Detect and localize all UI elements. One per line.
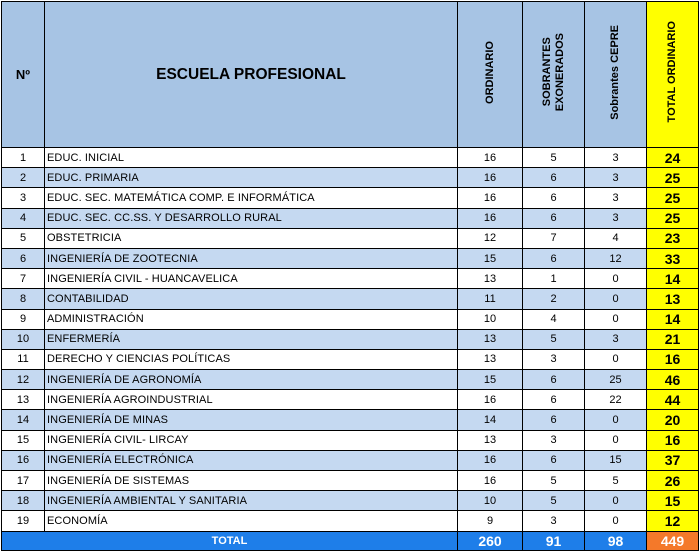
row-school: CONTABILIDAD bbox=[45, 289, 458, 309]
header-total-ordinario bbox=[647, 2, 699, 148]
header-sobrantes-cepre bbox=[585, 2, 647, 148]
row-cepre: 0 bbox=[585, 269, 647, 289]
table-row bbox=[2, 188, 699, 208]
row-number: 13 bbox=[2, 390, 45, 410]
row-cepre: 12 bbox=[585, 248, 647, 268]
row-ordinario: 13 bbox=[458, 269, 523, 289]
row-exonerados: 6 bbox=[523, 410, 585, 430]
row-ordinario: 15 bbox=[458, 248, 523, 268]
table-row bbox=[2, 309, 699, 329]
row-total: 12 bbox=[647, 511, 699, 531]
table-row bbox=[2, 168, 699, 188]
row-total: 13 bbox=[647, 289, 699, 309]
row-total: 15 bbox=[647, 491, 699, 511]
header-total-ordinario-label: TOTAL ORDINARIO bbox=[666, 21, 678, 123]
row-exonerados: 6 bbox=[523, 208, 585, 228]
row-exonerados: 6 bbox=[523, 370, 585, 390]
table-row bbox=[2, 370, 699, 390]
row-total: 20 bbox=[647, 410, 699, 430]
row-cepre: 0 bbox=[585, 430, 647, 450]
row-number: 16 bbox=[2, 450, 45, 470]
table-row bbox=[2, 430, 699, 450]
row-ordinario: 12 bbox=[458, 228, 523, 248]
row-ordinario: 16 bbox=[458, 471, 523, 491]
row-total: 44 bbox=[647, 390, 699, 410]
header-number: Nº bbox=[2, 2, 45, 148]
row-cepre: 3 bbox=[585, 188, 647, 208]
row-ordinario: 11 bbox=[458, 289, 523, 309]
row-school: ECONOMÍA bbox=[45, 511, 458, 531]
table-row bbox=[2, 289, 699, 309]
row-cepre: 0 bbox=[585, 309, 647, 329]
table-row bbox=[2, 248, 699, 268]
row-total: 25 bbox=[647, 208, 699, 228]
row-total: 25 bbox=[647, 188, 699, 208]
row-school: OBSTETRICIA bbox=[45, 228, 458, 248]
row-ordinario: 16 bbox=[458, 168, 523, 188]
table-row bbox=[2, 228, 699, 248]
row-number: 5 bbox=[2, 228, 45, 248]
row-total: 16 bbox=[647, 430, 699, 450]
row-cepre: 3 bbox=[585, 168, 647, 188]
totals-label: TOTAL bbox=[2, 531, 458, 550]
header-ordinario bbox=[458, 2, 523, 148]
row-school: DERECHO Y CIENCIAS POLÍTICAS bbox=[45, 349, 458, 369]
row-number: 9 bbox=[2, 309, 45, 329]
row-exonerados: 7 bbox=[523, 228, 585, 248]
row-number: 14 bbox=[2, 410, 45, 430]
totals-exonerados: 91 bbox=[523, 531, 585, 550]
row-number: 10 bbox=[2, 329, 45, 349]
row-cepre: 0 bbox=[585, 289, 647, 309]
row-exonerados: 2 bbox=[523, 289, 585, 309]
row-exonerados: 1 bbox=[523, 269, 585, 289]
header-school: ESCUELA PROFESIONAL bbox=[45, 2, 458, 148]
row-exonerados: 3 bbox=[523, 349, 585, 369]
row-ordinario: 10 bbox=[458, 309, 523, 329]
row-school: EDUC. PRIMARIA bbox=[45, 168, 458, 188]
table-row bbox=[2, 329, 699, 349]
row-exonerados: 5 bbox=[523, 491, 585, 511]
row-cepre: 5 bbox=[585, 471, 647, 491]
table-row bbox=[2, 390, 699, 410]
table-row bbox=[2, 491, 699, 511]
vacancies-table bbox=[1, 1, 699, 551]
row-total: 16 bbox=[647, 349, 699, 369]
row-school: INGENIERÍA CIVIL- LIRCAY bbox=[45, 430, 458, 450]
row-exonerados: 3 bbox=[523, 430, 585, 450]
row-school: INGENIERÍA CIVIL - HUANCAVELICA bbox=[45, 269, 458, 289]
row-exonerados: 6 bbox=[523, 188, 585, 208]
row-ordinario: 10 bbox=[458, 491, 523, 511]
row-school: EDUC. SEC. MATEMÁTICA COMP. E INFORMÁTICA bbox=[45, 188, 458, 208]
row-ordinario: 13 bbox=[458, 329, 523, 349]
row-exonerados: 6 bbox=[523, 450, 585, 470]
row-school: INGENIERÍA ELECTRÓNICA bbox=[45, 450, 458, 470]
row-number: 19 bbox=[2, 511, 45, 531]
row-school: EDUC. SEC. CC.SS. Y DESARROLLO RURAL bbox=[45, 208, 458, 228]
row-school: INGENIERÍA AGROINDUSTRIAL bbox=[45, 390, 458, 410]
row-cepre: 15 bbox=[585, 450, 647, 470]
row-number: 15 bbox=[2, 430, 45, 450]
row-school: ENFERMERÍA bbox=[45, 329, 458, 349]
row-school: INGENIERÍA DE AGRONOMÍA bbox=[45, 370, 458, 390]
table-row bbox=[2, 148, 699, 168]
row-school: INGENIERÍA DE MINAS bbox=[45, 410, 458, 430]
row-cepre: 22 bbox=[585, 390, 647, 410]
row-school: INGENIERÍA AMBIENTAL Y SANITARIA bbox=[45, 491, 458, 511]
row-number: 4 bbox=[2, 208, 45, 228]
row-ordinario: 16 bbox=[458, 390, 523, 410]
row-number: 8 bbox=[2, 289, 45, 309]
row-exonerados: 5 bbox=[523, 329, 585, 349]
row-cepre: 3 bbox=[585, 329, 647, 349]
row-ordinario: 15 bbox=[458, 370, 523, 390]
row-total: 23 bbox=[647, 228, 699, 248]
header-sobrantes-line2: EXONERADOS bbox=[553, 32, 566, 112]
row-cepre: 3 bbox=[585, 208, 647, 228]
table-row bbox=[2, 269, 699, 289]
table-row bbox=[2, 511, 699, 531]
row-number: 17 bbox=[2, 471, 45, 491]
row-cepre: 3 bbox=[585, 148, 647, 168]
row-ordinario: 16 bbox=[458, 188, 523, 208]
row-ordinario: 13 bbox=[458, 430, 523, 450]
totals-ordinario: 260 bbox=[458, 531, 523, 550]
row-total: 24 bbox=[647, 148, 699, 168]
row-total: 14 bbox=[647, 309, 699, 329]
row-cepre: 0 bbox=[585, 349, 647, 369]
row-exonerados: 6 bbox=[523, 168, 585, 188]
row-total: 37 bbox=[647, 450, 699, 470]
row-cepre: 25 bbox=[585, 370, 647, 390]
row-ordinario: 13 bbox=[458, 349, 523, 369]
table-row bbox=[2, 450, 699, 470]
row-school: INGENIERÍA DE SISTEMAS bbox=[45, 471, 458, 491]
table-body bbox=[2, 148, 699, 532]
row-total: 46 bbox=[647, 370, 699, 390]
row-number: 1 bbox=[2, 148, 45, 168]
totals-cepre: 98 bbox=[585, 531, 647, 550]
header-sobrantes-line1: SOBRANTES bbox=[540, 37, 553, 107]
row-total: 14 bbox=[647, 269, 699, 289]
row-exonerados: 4 bbox=[523, 309, 585, 329]
row-number: 18 bbox=[2, 491, 45, 511]
row-total: 25 bbox=[647, 168, 699, 188]
row-exonerados: 5 bbox=[523, 148, 585, 168]
row-number: 2 bbox=[2, 168, 45, 188]
header-sobrantes-exonerados bbox=[523, 2, 585, 148]
row-number: 7 bbox=[2, 269, 45, 289]
table-row bbox=[2, 410, 699, 430]
header-sobrantes-exonerados-label bbox=[541, 33, 567, 111]
row-exonerados: 3 bbox=[523, 511, 585, 531]
totals-row bbox=[2, 531, 699, 550]
row-number: 12 bbox=[2, 370, 45, 390]
row-exonerados: 6 bbox=[523, 390, 585, 410]
row-cepre: 0 bbox=[585, 491, 647, 511]
header-row bbox=[2, 2, 699, 148]
row-cepre: 0 bbox=[585, 511, 647, 531]
row-ordinario: 16 bbox=[458, 148, 523, 168]
row-total: 21 bbox=[647, 329, 699, 349]
row-exonerados: 5 bbox=[523, 471, 585, 491]
table-row bbox=[2, 471, 699, 491]
header-ordinario-label: ORDINARIO bbox=[483, 40, 496, 104]
table-row bbox=[2, 349, 699, 369]
row-total: 26 bbox=[647, 471, 699, 491]
row-cepre: 4 bbox=[585, 228, 647, 248]
table-row bbox=[2, 208, 699, 228]
row-number: 3 bbox=[2, 188, 45, 208]
row-ordinario: 14 bbox=[458, 410, 523, 430]
row-cepre: 0 bbox=[585, 410, 647, 430]
row-number: 11 bbox=[2, 349, 45, 369]
row-ordinario: 16 bbox=[458, 208, 523, 228]
row-ordinario: 16 bbox=[458, 450, 523, 470]
row-number: 6 bbox=[2, 248, 45, 268]
row-school: ADMINISTRACIÓN bbox=[45, 309, 458, 329]
totals-grand-total: 449 bbox=[647, 531, 699, 550]
row-school: EDUC. INICIAL bbox=[45, 148, 458, 168]
row-total: 33 bbox=[647, 248, 699, 268]
header-sobrantes-cepre-label: Sobrantes CEPRE bbox=[609, 24, 621, 120]
row-school: INGENIERÍA DE ZOOTECNIA bbox=[45, 248, 458, 268]
row-ordinario: 9 bbox=[458, 511, 523, 531]
row-exonerados: 6 bbox=[523, 248, 585, 268]
